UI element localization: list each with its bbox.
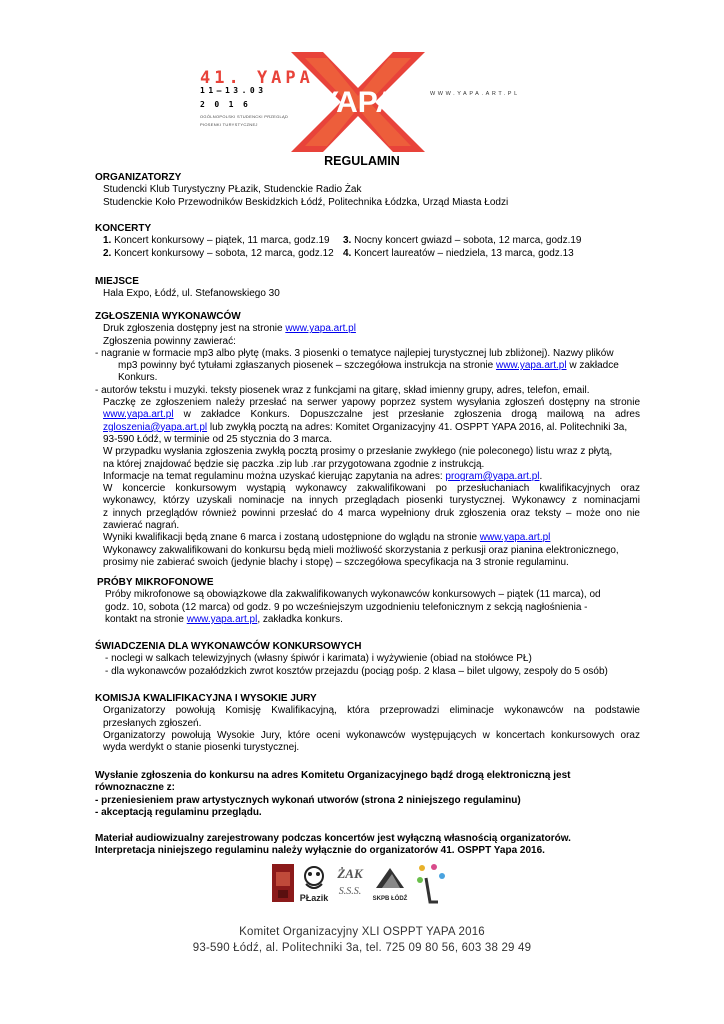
politechnika-logo <box>272 864 294 902</box>
text-line: zgloszenia@yapa.art.pl lub zwykłą pocztą na adres: Komitet Organizacyjny 41. OSPPT YAPA 2016, al. Politechniki 3a, <box>103 421 628 433</box>
header-url[interactable]: WWW.YAPA.ART.PL <box>430 91 520 97</box>
plazik-logo <box>300 867 330 903</box>
text-line: - akceptacją regulaminu przeglądu. <box>95 806 262 818</box>
yapa-link[interactable]: www.yapa.art.pl <box>186 613 258 625</box>
text-line: prosimy nie zabierać swoich (jedynie blachy i stopę) – szczegółowa specyfikacja na 3 stronie regulaminu. <box>103 556 569 568</box>
lodz-logo <box>417 864 445 902</box>
text-line: Zgłoszenia powinny zawierać: <box>103 335 236 347</box>
text-line: - przeniesieniem praw artystycznych wykonań utworów (strona 2 niniejszego regulaminu) <box>95 794 521 806</box>
text-line: www.yapa.art.pl w zakładce Konkurs. Dopuszczalne jest przesłanie zgłoszenia drogą mailową na adres <box>103 409 640 421</box>
svg-text:PŁazik: PŁazik <box>299 893 329 903</box>
section-miejsce <box>95 276 640 301</box>
dates-label: 11—13.03 <box>200 86 267 96</box>
text-line: Wykonawcy zakwalifikowani do konkursu będą mieli możliwość skorzystania z perkusji oraz pianina elektronicznego, <box>103 544 619 556</box>
text-line: - autorów tekstu i muzyki. teksty piosenek wraz z funkcjami na gitarę, skład imienny grupy, adres, telefon, email. <box>95 384 590 396</box>
section-heading: ORGANIZATORZY <box>95 172 182 183</box>
section-proby <box>95 577 640 626</box>
section-organizatorzy <box>95 172 640 209</box>
text-line: na której znajdować będzie się paczka .zip lub .rar przygotowana zgodnie z instrukcją. <box>103 458 485 470</box>
text-line: Paczkę ze zgłoszeniem należy przesłać na serwer yapowy poprzez system wysyłania zgłoszeń dostępny na stronie <box>103 397 640 409</box>
text-line: z innych przeglądów również powinni przesłać do 4 marca wypełniony druk zgłoszenia oraz teksty – może ono nie <box>103 507 640 519</box>
section-heading: MIEJSCE <box>95 276 139 287</box>
section-heading: KOMISJA KWALIFIKACYJNA I WYSOKIE JURY <box>95 693 317 704</box>
text-line: Organizatorzy powołują Komisję Kwalifikacyjną, która przeprowadzi eliminacje wykonawców na podstawie <box>103 705 640 717</box>
yapa-link[interactable]: www.yapa.art.pl <box>103 409 174 421</box>
section-heading: PRÓBY MIKROFONOWE <box>97 577 214 588</box>
yapa-link[interactable]: www.yapa.art.pl <box>479 532 551 544</box>
yapa-link[interactable]: www.yapa.art.pl <box>495 360 567 372</box>
concert-item: 1. Koncert konkursowy – piątek, 11 marca, godz.19 <box>103 235 330 247</box>
section-heading: ŚWIADCZENIA DLA WYKONAWCÓW KONKURSOWYCH <box>95 641 362 652</box>
document-title: REGULAMIN <box>324 154 400 168</box>
subtitle-2: PIOSENKI TURYSTYCZNEJ <box>200 121 258 127</box>
text-line: Informacje na temat regulaminu można uzyskać kierując zapytania na adres: program@yapa.art.pl. <box>103 470 543 482</box>
mail-link[interactable]: zgloszenia@yapa.art.pl <box>103 421 208 433</box>
text-line: - dla wykonawców pozałódzkich zwrot kosztów przejazdu (pociąg pośp. 2 klasa – bilet ulgowy, zespoły do 5 osób) <box>105 665 608 677</box>
text-line: mp3 powinny być tytułami zgłaszanych piosenek – szczegółowa instrukcja na stronie www.yapa.art.pl w zakładce <box>118 360 619 372</box>
footer-address: 93-590 Łódź, al. Politechniki 3a, tel. 725 09 80 56, 603 38 29 49 <box>192 942 532 954</box>
text-line: Interpretacja niniejszego regulaminu należy wyłącznie do organizatorów 41. OSPPT Yapa 2016. <box>95 845 545 857</box>
edition-label: 41. YAPA <box>200 68 314 88</box>
text-line: wykonawcy, którzy uzyskali nominacje na innych przeglądach piosenki turystycznej. Wykonawcy z nominacjami <box>103 495 640 507</box>
text-line: Druk zgłoszenia dostępny jest na stronie www.yapa.art.pl <box>103 323 356 335</box>
text-line: godz. 10, sobota (12 marca) od godz. 9 po wcześniejszym uzgodnieniu telefonicznym z sekcją nagłośnienia - <box>105 601 588 613</box>
text-line: - noclegi w salkach telewizyjnych (własny śpiwór i karimata) i wyżywienie (obiad na stołówce PŁ) <box>105 653 532 665</box>
logo-word: YAPA <box>318 86 398 119</box>
text-line: 93-590 Łódź, w terminie od 25 stycznia do 3 marca. <box>103 433 333 445</box>
section-koncerty <box>95 223 640 260</box>
section-komisja <box>95 693 640 754</box>
section-wyslanie <box>95 770 640 819</box>
section-material <box>95 833 640 858</box>
footer-logos <box>270 858 460 920</box>
text-line: W przypadku wysłania zgłoszenia zwykłą pocztą prosimy o przesłanie zwykłego (nie poleconego) listu wraz z płytą, <box>103 446 613 458</box>
svg-text:ŻAK: ŻAK <box>337 866 363 881</box>
text-line: Wyniki kwalifikacji będą znane 6 marca i zostaną udostępnione do wglądu na stronie www.yapa.art.pl <box>103 532 551 544</box>
zak-logo <box>336 866 364 897</box>
text-line: - nagranie w formacie mp3 albo płytę (maks. 3 piosenki o tematyce najlepiej turystycznej lub zbliżonej). Nazwy plików <box>95 347 614 359</box>
header-text <box>200 68 314 127</box>
program-mail-link[interactable]: program@yapa.art.pl <box>445 470 540 482</box>
svg-text:SKPB ŁÓDŹ: SKPB ŁÓDŹ <box>372 896 408 902</box>
subtitle-1: OGÓLNOPOLSKI STUDENCKI PRZEGLĄD <box>200 113 289 119</box>
svg-text:S.S.S.: S.S.S. <box>338 886 362 897</box>
concert-item: 4. Koncert laureatów – niedziela, 13 marca, godz.13 <box>343 247 574 259</box>
skpb-logo <box>373 868 408 902</box>
text-line: Organizatorzy powołują Wysokie Jury, które oceni wykonawców występujących w koncertach konkursowych oraz <box>103 729 640 741</box>
text-line: kontakt na stronie www.yapa.art.pl, zakładka konkurs. <box>105 613 343 625</box>
yapa-link[interactable]: www.yapa.art.pl <box>285 323 356 335</box>
text-line: zawierać nagrań. <box>103 520 180 532</box>
venue-text: Hala Expo, Łódź, ul. Stefanowskiego 30 <box>103 288 280 300</box>
section-swiadczenia <box>95 641 640 678</box>
text-line: Konkurs. <box>118 372 158 384</box>
organizer-line: Studencki Klub Turystyczny PŁazik, Studenckie Radio Żak <box>103 184 362 196</box>
text-line: W koncercie konkursowym wystąpią wykonawcy zakwalifikowani po przesłuchaniach kwalifikacyjnych oraz <box>103 483 640 495</box>
concert-item: 2. Koncert konkursowy – sobota, 12 marca, godz.12 <box>103 247 334 259</box>
text-line: przesłanych zgłoszeń. <box>103 717 202 729</box>
text-line: równoznaczne z: <box>95 782 176 794</box>
section-zgloszenia <box>95 311 640 569</box>
text-line: wyda werdykt o stanie piosenki turystycznej. <box>103 742 300 754</box>
year-label: 2016 <box>200 99 258 109</box>
concert-item: 3. Nocny koncert gwiazd – sobota, 12 marca, godz.19 <box>343 235 582 247</box>
section-heading: KONCERTY <box>95 223 152 234</box>
footer-committee: Komitet Organizacyjny XLI OSPPT YAPA 2016 <box>239 926 485 938</box>
text-line: Próby mikrofonowe są obowiązkowe dla zakwalifikowanych wykonawców konkursowych – piątek (11 marca), od <box>105 589 601 601</box>
text-line: Materiał audiowizualny zarejestrowany podczas koncertów jest wyłączną własnością organizatorów. <box>95 833 571 844</box>
organizer-line: Studenckie Koło Przewodników Beskidzkich Łódź, Politechnika Łódzka, Urząd Miasta Łodzi <box>103 196 509 208</box>
header-banner <box>190 48 535 156</box>
text-line: Wysłanie zgłoszenia do konkursu na adres Komitetu Organizacyjnego bądź drogą elektroniczną jest <box>95 770 571 781</box>
section-heading: ZGŁOSZENIA WYKONAWCÓW <box>95 311 241 322</box>
